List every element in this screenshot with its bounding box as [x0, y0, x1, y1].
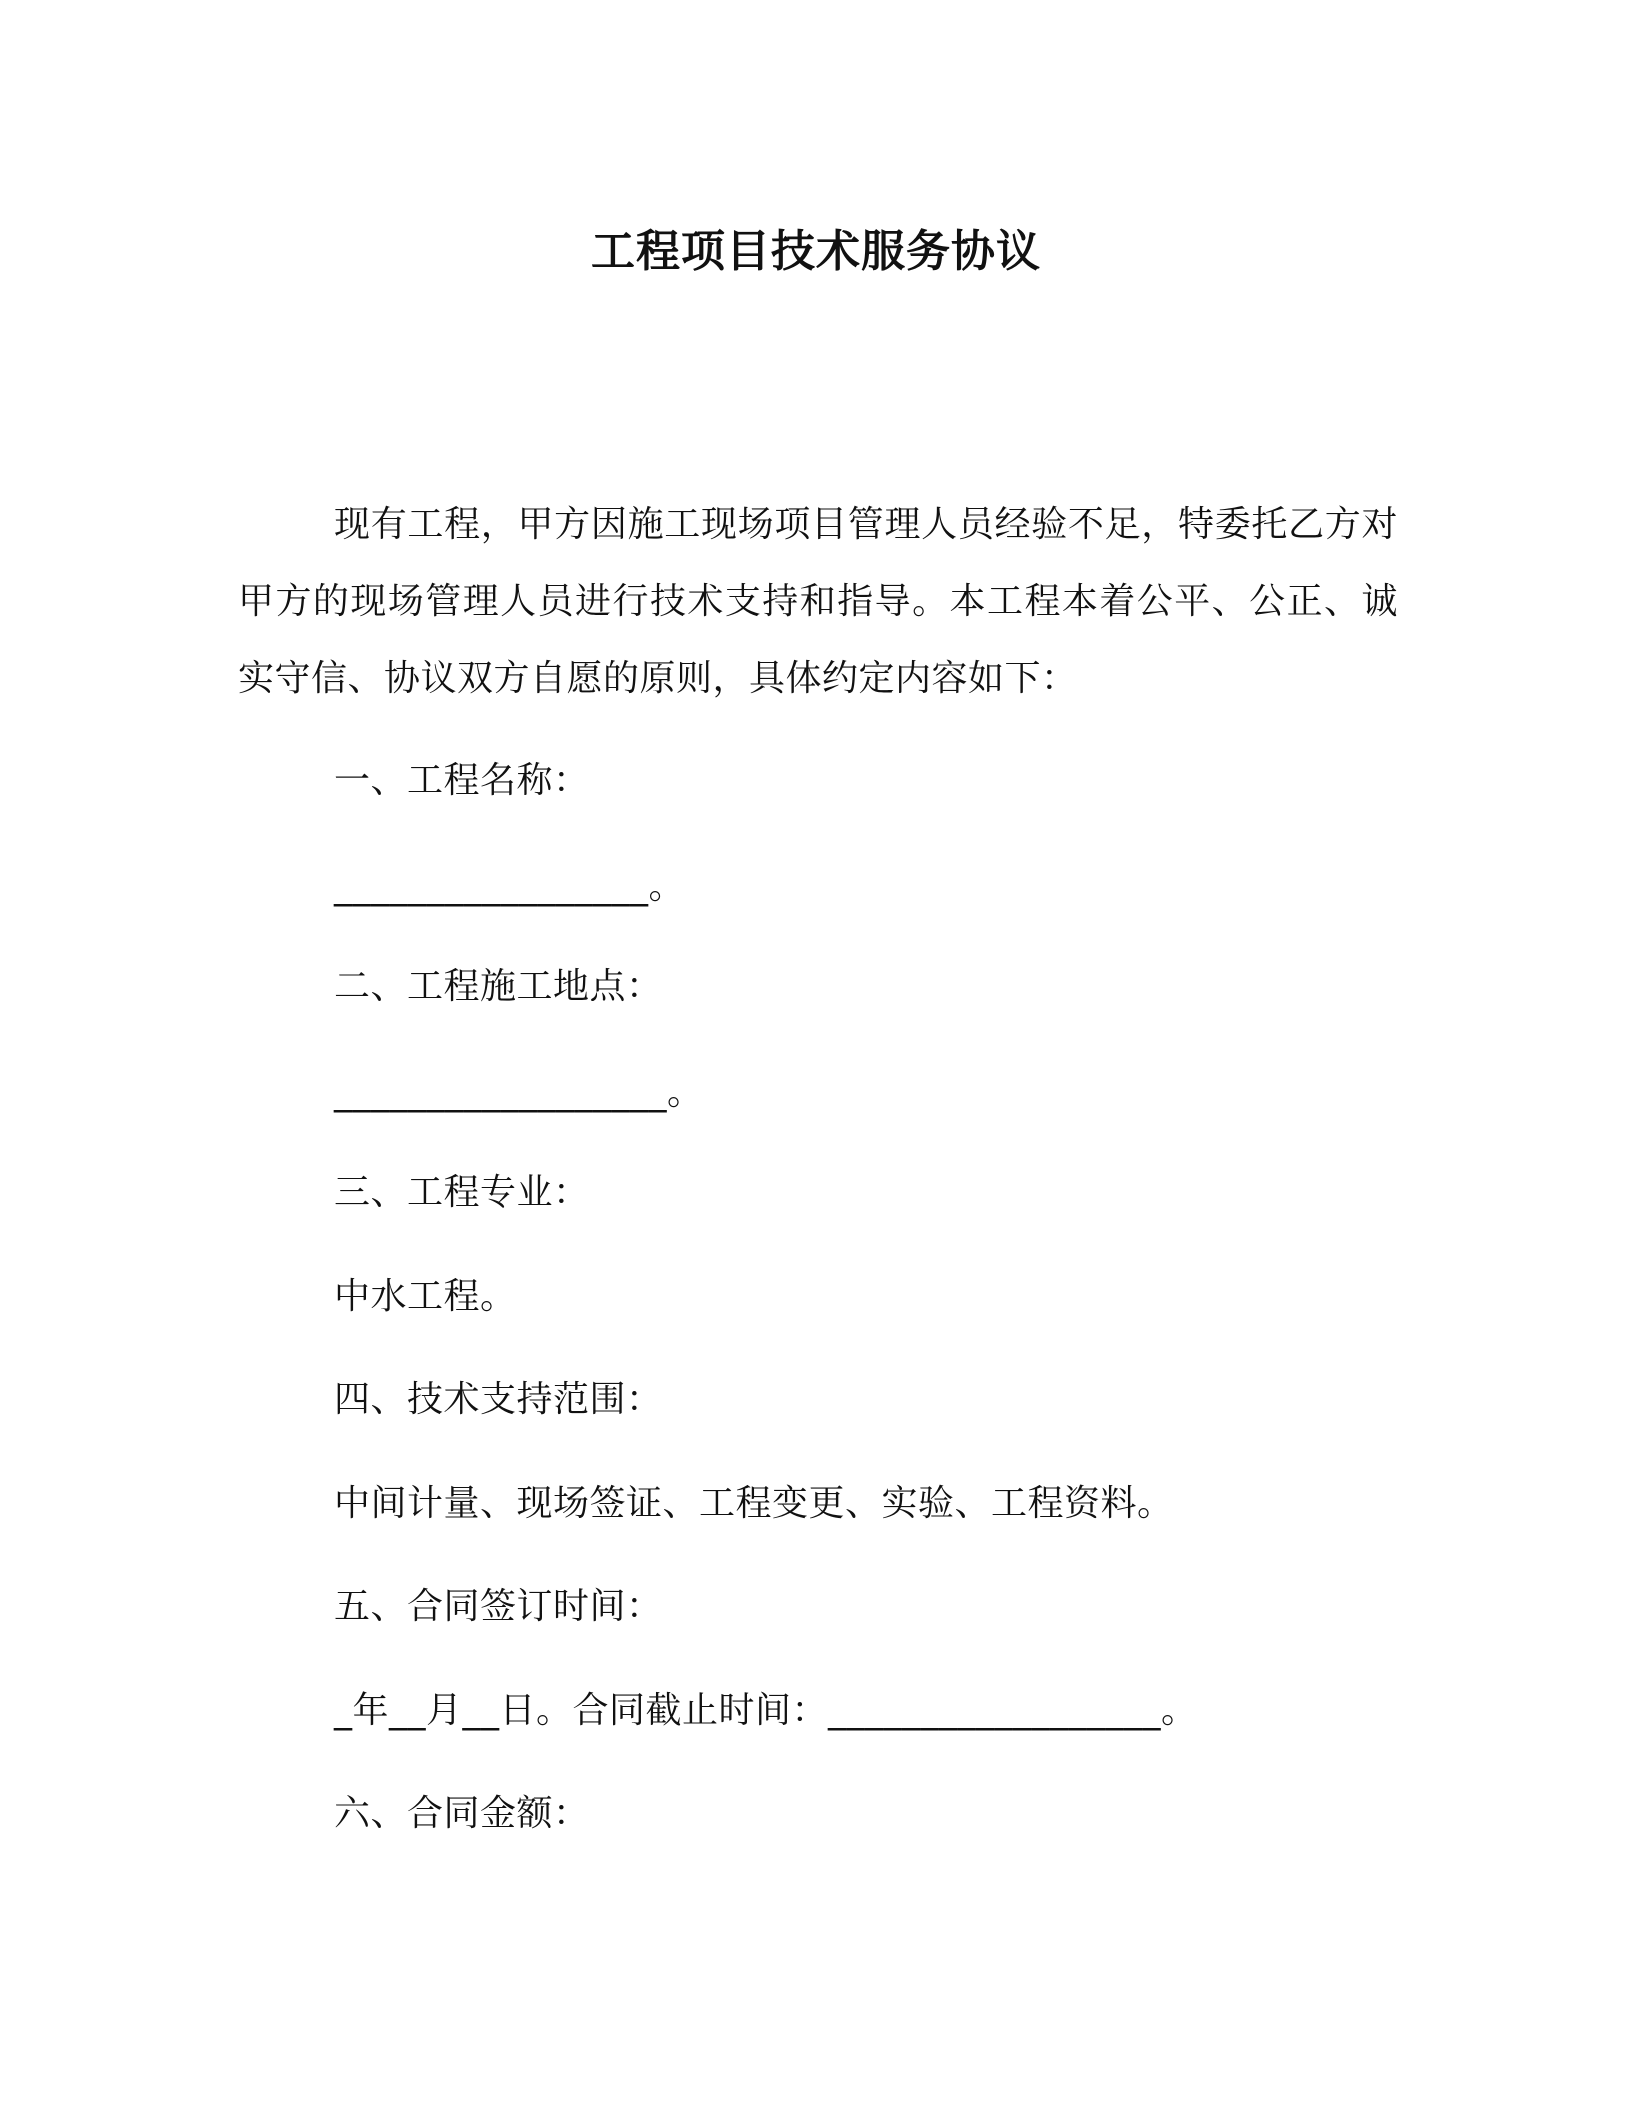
- section-1-content: _________________。: [334, 866, 685, 907]
- section-5-content: _年__月__日。合同截止时间：__________________。: [334, 1690, 1198, 1731]
- document-title: 工程项目技术服务协议: [591, 226, 1041, 277]
- section-4-content: 中间计量、现场签证、工程变更、实验、工程资料。: [334, 1483, 1174, 1524]
- section-5-heading: 五、合同签订时间：: [334, 1586, 663, 1627]
- section-4-heading: 四、技术支持范围：: [334, 1379, 663, 1420]
- section-2-content: __________________。: [334, 1072, 704, 1113]
- section-6-heading: 六、合同金额：: [334, 1793, 590, 1834]
- intro-paragraph: 现有工程，甲方因施工现场项目管理人员经验不足，特委托乙方对甲方的现场管理人员进行技术支持和指导。本工程本着公平、公正、诚实守信、协议双方自愿的原则，具体约定内容如下：: [238, 504, 1398, 699]
- section-2-heading: 二、工程施工地点：: [334, 966, 663, 1007]
- section-1-heading: 一、工程名称：: [334, 760, 590, 801]
- section-3-heading: 三、工程专业：: [334, 1172, 590, 1213]
- section-3-content: 中水工程。: [334, 1276, 517, 1317]
